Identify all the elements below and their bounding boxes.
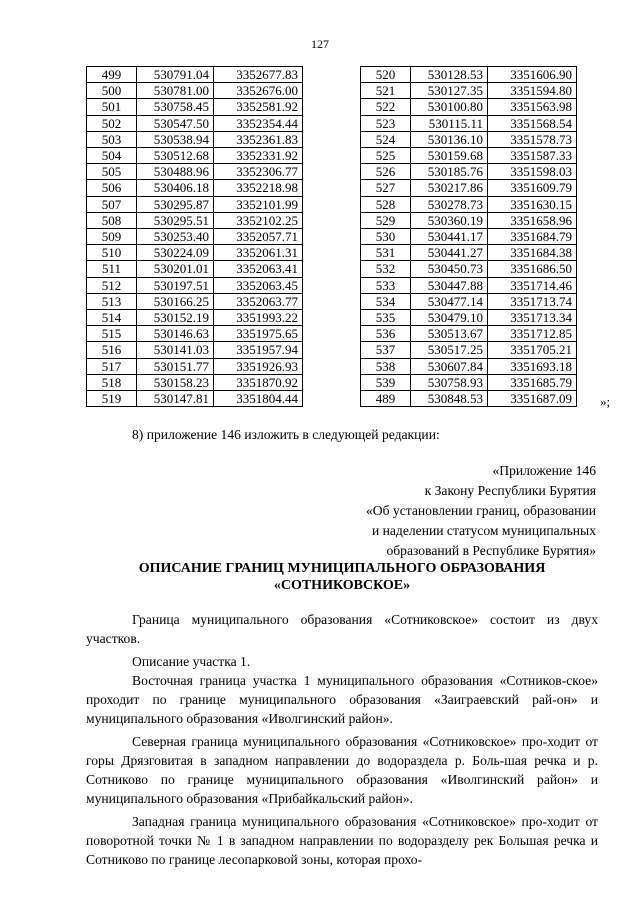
x-coordinate-cell: 530450.73 — [411, 261, 488, 277]
table-row — [87, 358, 303, 374]
x-coordinate-cell: 530848.53 — [411, 391, 488, 407]
table-row — [87, 99, 303, 115]
point-number-cell: 520 — [361, 67, 411, 83]
table-row — [87, 180, 303, 196]
point-number-cell: 506 — [87, 180, 137, 196]
table-row — [87, 131, 303, 147]
table-row — [361, 293, 577, 309]
body-text — [86, 610, 598, 873]
appendix-line: «Приложение 146 — [492, 463, 596, 478]
x-coordinate-cell: 530517.25 — [411, 342, 488, 358]
paragraph: Западная граница муниципального образования «Сотниковское» про-ходит от поворотной точки № 1 в западном направлении по водоразделу рек Большая речка и Сотниково по границе лесопарковой зоны, которая прохо- — [86, 814, 598, 867]
table-row — [361, 180, 577, 196]
point-number-cell: 530 — [361, 229, 411, 245]
table-row — [87, 164, 303, 180]
x-coordinate-cell: 530607.84 — [411, 358, 488, 374]
point-number-cell: 504 — [87, 148, 137, 164]
y-coordinate-cell: 3352218.98 — [214, 180, 303, 196]
x-coordinate-cell: 530791.04 — [137, 67, 214, 83]
y-coordinate-cell: 3351594.80 — [488, 83, 577, 99]
table-row — [361, 261, 577, 277]
page-number: 127 — [311, 37, 329, 51]
x-coordinate-cell: 530136.10 — [411, 131, 488, 147]
point-number-cell: 523 — [361, 115, 411, 131]
heading-line: «СОТНИКОВСКОЕ» — [273, 578, 411, 593]
y-coordinate-cell: 3351993.22 — [214, 310, 303, 326]
table-row — [87, 212, 303, 228]
y-coordinate-cell: 3351714.46 — [488, 277, 577, 293]
y-coordinate-cell: 3352057.71 — [214, 229, 303, 245]
table-row — [361, 277, 577, 293]
table-row — [87, 310, 303, 326]
y-coordinate-cell: 3351685.79 — [488, 374, 577, 390]
x-coordinate-cell: 530512.68 — [137, 148, 214, 164]
x-coordinate-cell: 530201.01 — [137, 261, 214, 277]
point-number-cell: 501 — [87, 99, 137, 115]
point-number-cell: 519 — [87, 391, 137, 407]
point-number-cell: 536 — [361, 326, 411, 342]
y-coordinate-cell: 3352102.25 — [214, 212, 303, 228]
x-coordinate-cell: 530127.35 — [411, 83, 488, 99]
point-number-cell: 514 — [87, 310, 137, 326]
appendix-line: к Закону Республики Бурятия — [424, 483, 596, 498]
x-coordinate-cell: 530146.63 — [137, 326, 214, 342]
table-row — [361, 131, 577, 147]
y-coordinate-cell: 3351609.79 — [488, 180, 577, 196]
paragraph: Описание участка 1. — [132, 654, 251, 669]
y-coordinate-cell: 3351598.03 — [488, 164, 577, 180]
point-number-cell: 538 — [361, 358, 411, 374]
y-coordinate-cell: 3351686.50 — [488, 261, 577, 277]
appendix-line: образований в Республике Бурятия» — [386, 543, 596, 558]
x-coordinate-cell: 530360.19 — [411, 212, 488, 228]
table-row — [361, 310, 577, 326]
y-coordinate-cell: 3351713.34 — [488, 310, 577, 326]
x-coordinate-cell: 530441.27 — [411, 245, 488, 261]
table-row — [361, 391, 577, 407]
x-coordinate-cell: 530547.50 — [137, 115, 214, 131]
y-coordinate-cell: 3351606.90 — [488, 67, 577, 83]
y-coordinate-cell: 3352354.44 — [214, 115, 303, 131]
point-number-cell: 505 — [87, 164, 137, 180]
table-row — [361, 83, 577, 99]
x-coordinate-cell: 530166.25 — [137, 293, 214, 309]
point-number-cell: 512 — [87, 277, 137, 293]
appendix-line: «Об установлении границ, образовании — [365, 503, 596, 518]
table-row — [87, 261, 303, 277]
table-row — [87, 83, 303, 99]
y-coordinate-cell: 3352676.00 — [214, 83, 303, 99]
point-number-cell: 537 — [361, 342, 411, 358]
table-row — [361, 245, 577, 261]
x-coordinate-cell: 530406.18 — [137, 180, 214, 196]
point-number-cell: 525 — [361, 148, 411, 164]
point-number-cell: 532 — [361, 261, 411, 277]
x-coordinate-cell: 530488.96 — [137, 164, 214, 180]
y-coordinate-cell: 3351957.94 — [214, 342, 303, 358]
x-coordinate-cell: 530781.00 — [137, 83, 214, 99]
point-number-cell: 535 — [361, 310, 411, 326]
x-coordinate-cell: 530477.14 — [411, 293, 488, 309]
table-row — [361, 212, 577, 228]
point-number-cell: 528 — [361, 196, 411, 212]
point-number-cell: 517 — [87, 358, 137, 374]
x-coordinate-cell: 530758.93 — [411, 374, 488, 390]
y-coordinate-cell: 3351705.21 — [488, 342, 577, 358]
amendment-intro: 8) приложение 146 изложить в следующей редакции: — [132, 427, 440, 442]
y-coordinate-cell: 3352361.83 — [214, 131, 303, 147]
paragraph: Граница муниципального образования «Сотниковское» состоит из двух участков. — [86, 612, 598, 646]
point-number-cell: 507 — [87, 196, 137, 212]
table-row — [361, 374, 577, 390]
y-coordinate-cell: 3351870.92 — [214, 374, 303, 390]
y-coordinate-cell: 3352101.99 — [214, 196, 303, 212]
table-row — [361, 326, 577, 342]
table-row — [87, 67, 303, 83]
x-coordinate-cell: 530147.81 — [137, 391, 214, 407]
coordinates-table-left — [86, 66, 303, 407]
table-row — [87, 229, 303, 245]
x-coordinate-cell: 530197.51 — [137, 277, 214, 293]
point-number-cell: 526 — [361, 164, 411, 180]
section-heading — [86, 560, 598, 594]
x-coordinate-cell: 530128.53 — [411, 67, 488, 83]
y-coordinate-cell: 3351975.65 — [214, 326, 303, 342]
coordinates-table-right — [360, 66, 577, 407]
point-number-cell: 513 — [87, 293, 137, 309]
heading-line: ОПИСАНИЕ ГРАНИЦ МУНИЦИПАЛЬНОГО ОБРАЗОВАНИЯ — [138, 561, 546, 576]
x-coordinate-cell: 530295.51 — [137, 212, 214, 228]
x-coordinate-cell: 530141.03 — [137, 342, 214, 358]
point-number-cell: 524 — [361, 131, 411, 147]
appendix-line: и наделении статусом муниципальных — [371, 523, 596, 538]
table-row — [361, 148, 577, 164]
table-row — [361, 196, 577, 212]
table-row — [87, 277, 303, 293]
point-number-cell: 510 — [87, 245, 137, 261]
point-number-cell: 489 — [361, 391, 411, 407]
y-coordinate-cell: 3351658.96 — [488, 212, 577, 228]
point-number-cell: 511 — [87, 261, 137, 277]
x-coordinate-cell: 530278.73 — [411, 196, 488, 212]
point-number-cell: 533 — [361, 277, 411, 293]
x-coordinate-cell: 530100.80 — [411, 99, 488, 115]
y-coordinate-cell: 3351713.74 — [488, 293, 577, 309]
y-coordinate-cell: 3351926.93 — [214, 358, 303, 374]
table-row — [361, 67, 577, 83]
x-coordinate-cell: 530115.11 — [411, 115, 488, 131]
x-coordinate-cell: 530758.45 — [137, 99, 214, 115]
paragraph: Восточная граница участка 1 муниципального образования «Сотников-ское» проходит по границе муниципального образования «Заиграевский рай-он» и муниципального образования «Иволгинский район». — [86, 673, 598, 726]
x-coordinate-cell: 530538.94 — [137, 131, 214, 147]
x-coordinate-cell: 530224.09 — [137, 245, 214, 261]
point-number-cell: 539 — [361, 374, 411, 390]
paragraph: Северная граница муниципального образования «Сотниковское» про-ходит от горы Дрязговитая в западном направлении до водораздела р. Боль-шая речка и р. Сотниково по границе муниципального образования «Иволгинский район» и муниципального образования «Прибайкальский район». — [86, 734, 598, 806]
x-coordinate-cell: 530447.88 — [411, 277, 488, 293]
x-coordinate-cell: 530253.40 — [137, 229, 214, 245]
point-number-cell: 518 — [87, 374, 137, 390]
point-number-cell: 527 — [361, 180, 411, 196]
table-row — [87, 293, 303, 309]
point-number-cell: 534 — [361, 293, 411, 309]
x-coordinate-cell: 530159.68 — [411, 148, 488, 164]
y-coordinate-cell: 3351693.18 — [488, 358, 577, 374]
point-number-cell: 503 — [87, 131, 137, 147]
point-number-cell: 500 — [87, 83, 137, 99]
table-row — [87, 374, 303, 390]
y-coordinate-cell: 3351687.09 — [488, 391, 577, 407]
y-coordinate-cell: 3352061.31 — [214, 245, 303, 261]
y-coordinate-cell: 3352581.92 — [214, 99, 303, 115]
table-row — [87, 245, 303, 261]
table-row — [361, 358, 577, 374]
y-coordinate-cell: 3351563.98 — [488, 99, 577, 115]
table-row — [87, 342, 303, 358]
x-coordinate-cell: 530295.87 — [137, 196, 214, 212]
y-coordinate-cell: 3351568.54 — [488, 115, 577, 131]
point-number-cell: 508 — [87, 212, 137, 228]
y-coordinate-cell: 3352677.83 — [214, 67, 303, 83]
x-coordinate-cell: 530151.77 — [137, 358, 214, 374]
point-number-cell: 515 — [87, 326, 137, 342]
y-coordinate-cell: 3351804.44 — [214, 391, 303, 407]
point-number-cell: 509 — [87, 229, 137, 245]
x-coordinate-cell: 530441.17 — [411, 229, 488, 245]
point-number-cell: 529 — [361, 212, 411, 228]
table-row — [87, 326, 303, 342]
table-row — [87, 148, 303, 164]
table-row — [87, 196, 303, 212]
y-coordinate-cell: 3352063.77 — [214, 293, 303, 309]
table-row — [87, 115, 303, 131]
y-coordinate-cell: 3351712.85 — [488, 326, 577, 342]
appendix-reference — [366, 461, 596, 561]
table-row — [361, 115, 577, 131]
table-row — [361, 229, 577, 245]
x-coordinate-cell: 530152.19 — [137, 310, 214, 326]
point-number-cell: 502 — [87, 115, 137, 131]
x-coordinate-cell: 530479.10 — [411, 310, 488, 326]
point-number-cell: 521 — [361, 83, 411, 99]
x-coordinate-cell: 530185.76 — [411, 164, 488, 180]
x-coordinate-cell: 530217.86 — [411, 180, 488, 196]
y-coordinate-cell: 3351684.79 — [488, 229, 577, 245]
y-coordinate-cell: 3352063.41 — [214, 261, 303, 277]
y-coordinate-cell: 3351630.15 — [488, 196, 577, 212]
y-coordinate-cell: 3351578.73 — [488, 131, 577, 147]
table-row — [361, 342, 577, 358]
y-coordinate-cell: 3352063.45 — [214, 277, 303, 293]
y-coordinate-cell: 3351684.38 — [488, 245, 577, 261]
table-closing-quote: »; — [600, 394, 611, 409]
x-coordinate-cell: 530158.23 — [137, 374, 214, 390]
x-coordinate-cell: 530513.67 — [411, 326, 488, 342]
table-row — [361, 164, 577, 180]
y-coordinate-cell: 3351587.33 — [488, 148, 577, 164]
y-coordinate-cell: 3352331.92 — [214, 148, 303, 164]
y-coordinate-cell: 3352306.77 — [214, 164, 303, 180]
point-number-cell: 522 — [361, 99, 411, 115]
table-row — [361, 99, 577, 115]
point-number-cell: 531 — [361, 245, 411, 261]
point-number-cell: 499 — [87, 67, 137, 83]
table-row — [87, 391, 303, 407]
point-number-cell: 516 — [87, 342, 137, 358]
